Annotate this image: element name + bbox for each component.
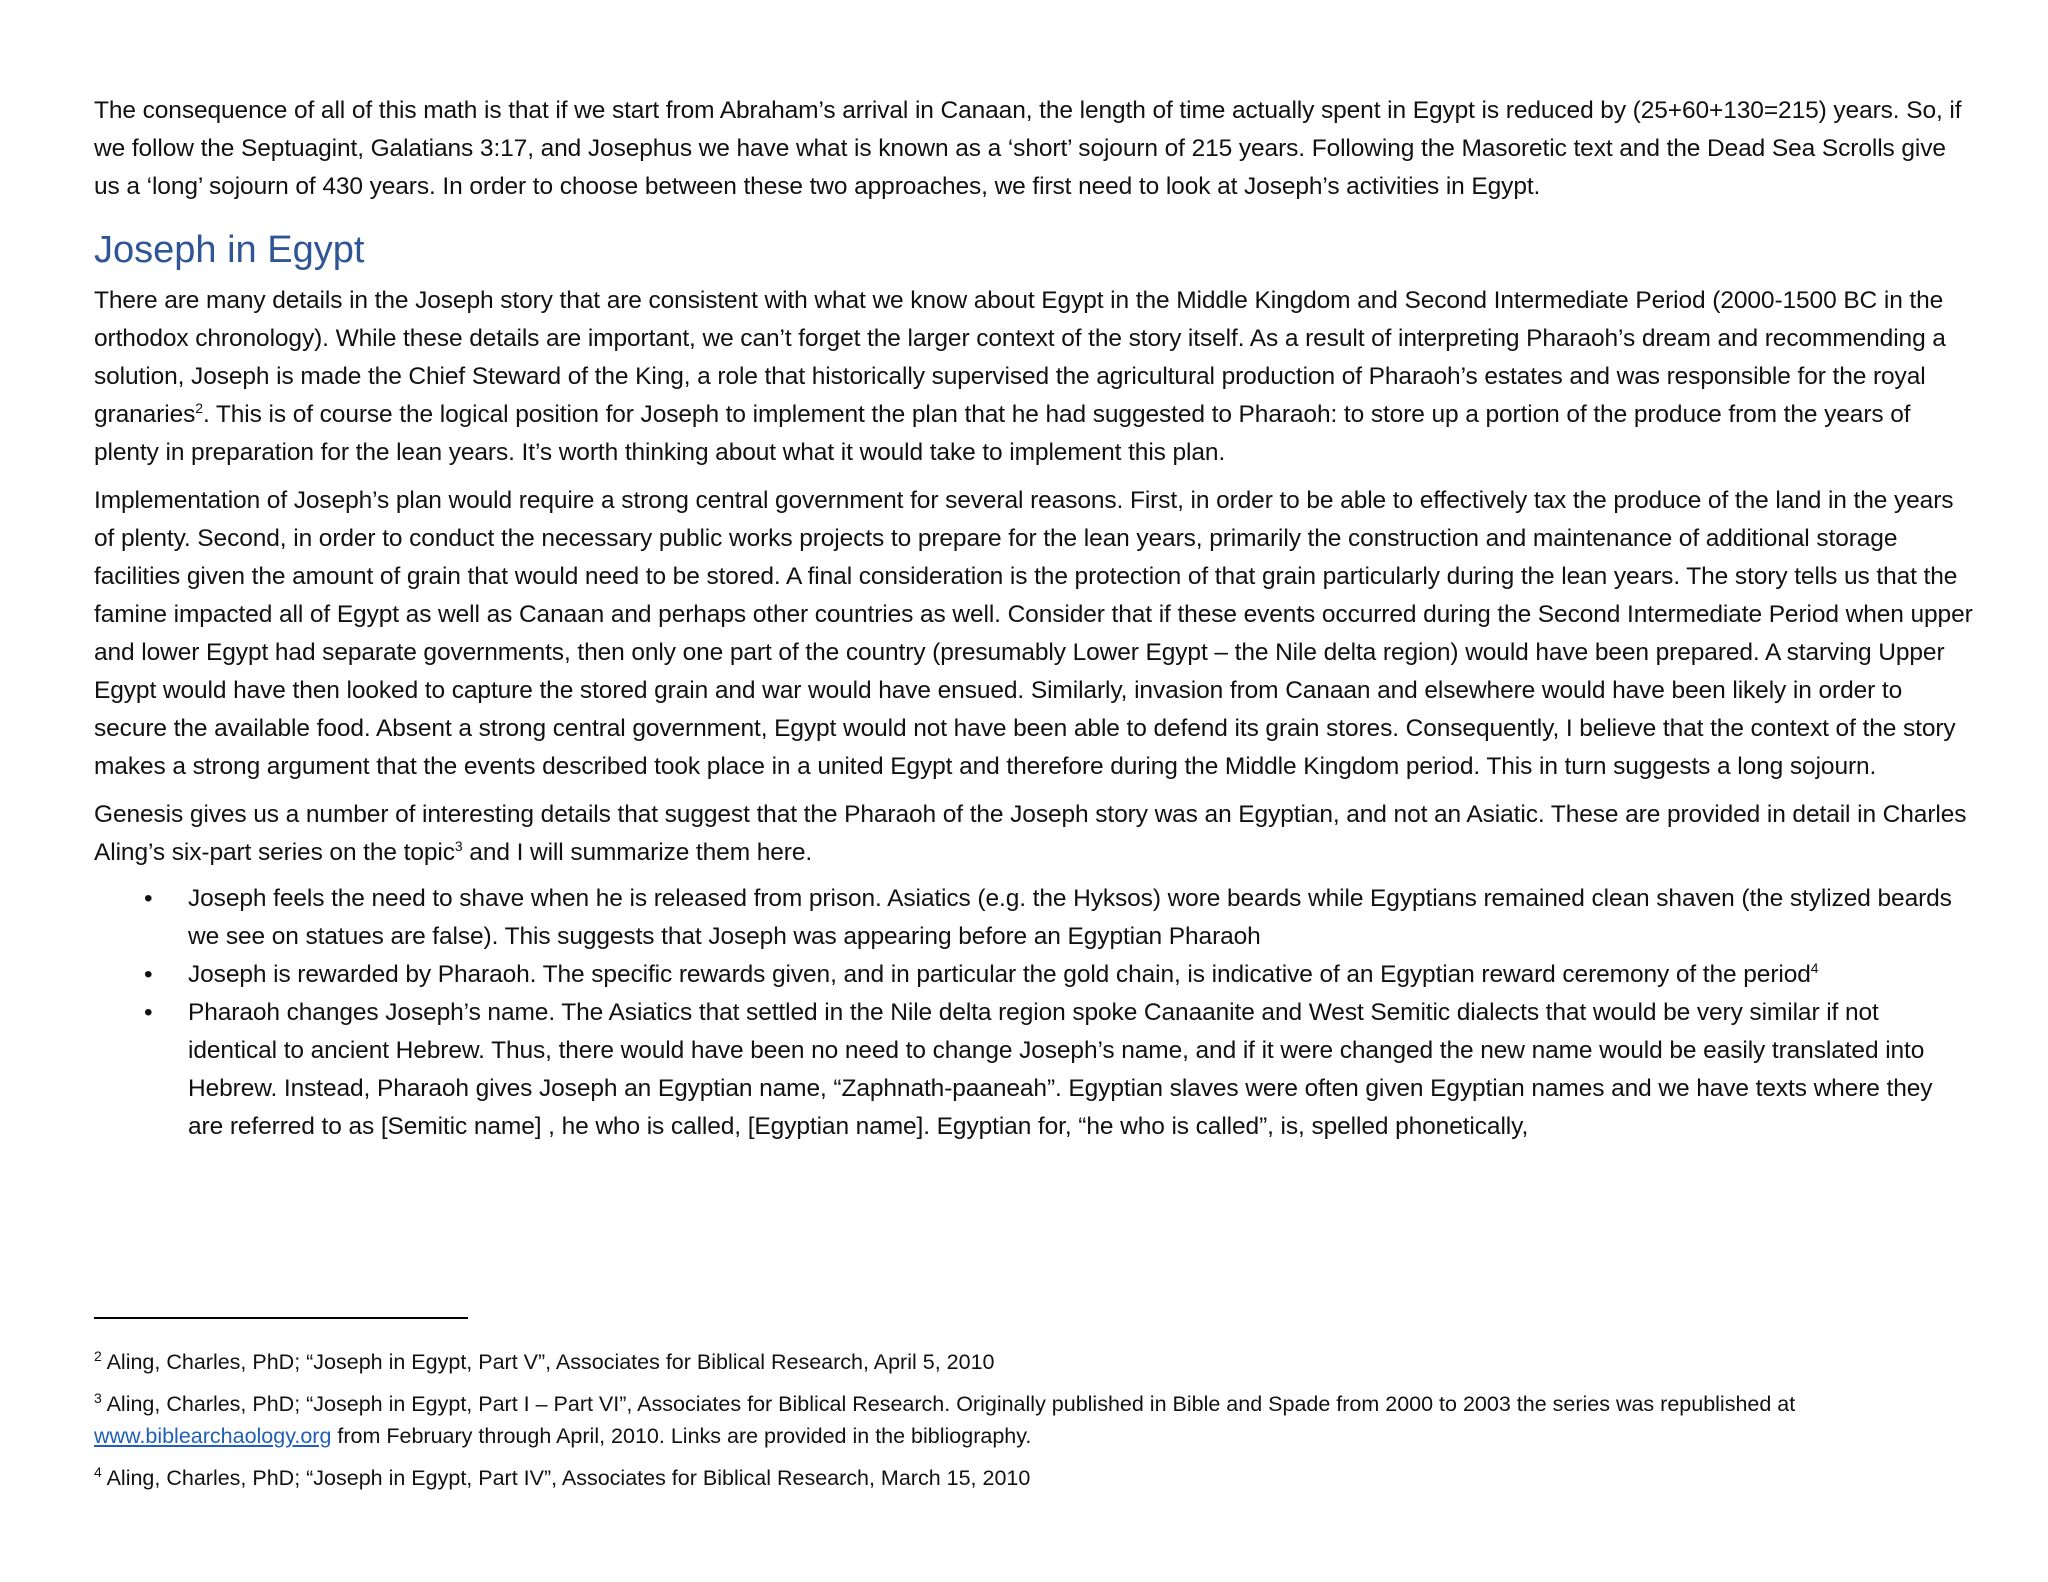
footnote-text-cont: from February through April, 2010. Links are provided in the bibliography.	[331, 1424, 1032, 1448]
list-item-text: Pharaoh changes Joseph’s name. The Asiatics that settled in the Nile delta region spoke Canaanite and West Semitic dialects that would be very similar if not identical to ancient Hebrew. Thus, there would have been no need to change Joseph’s name, and if it were changed the new name would be easily translated into Hebrew. Instead, Pharaoh gives Joseph an Egyptian name, “Zaphnath-paaneah”. Egyptian slaves were often given Egyptian names and we have texts where they are referred to as [Semitic name] , he who is called, [Egyptian name]. Egyptian for, “he who is called”, is, spelled phonetically,	[188, 999, 1933, 1140]
footnote-separator	[94, 1317, 468, 1319]
paragraph-context-text-cont: . This is of course the logical position for Joseph to implement the plan that he had suggested to Pharaoh: to store up a portion of the produce from the years of plenty in preparation for the lean years. It’s worth thinking about what it would take to implement this plan.	[94, 401, 1911, 466]
footnote-number: 3	[94, 1389, 102, 1406]
bullet-marker: •	[144, 999, 153, 1026]
section-heading: Joseph in Egypt	[94, 229, 365, 271]
list-item-text: Joseph is rewarded by Pharaoh. The specific rewards given, and in particular the gold chain, is indicative of an Egyptian reward ceremony of the period	[188, 961, 1811, 988]
footnote-ref-2[interactable]: 2	[195, 399, 203, 416]
list-item	[94, 956, 1974, 994]
footnote-ref-3[interactable]: 3	[454, 837, 463, 854]
paragraph-implementation: Implementation of Joseph’s plan would require a strong central government for several reasons. First, in order to be able to effectively tax the produce of the land in the years of plenty. Second, in order to conduct the necessary public works projects to prepare for the lean years, primarily the construction and maintenance of additional storage facilities given the amount of grain that would need to be stored. A final consideration is the protection of that grain particularly during the lean years. The story tells us that the famine impacted all of Egypt as well as Canaan and perhaps other countries as well. Consider that if these events occurred during the Second Intermediate Period when upper and lower Egypt had separate governments, then only one part of the country (presumably Lower Egypt – the Nile delta region) would have been prepared. A starving Upper Egypt would have then looked to capture the stored grain and war would have ensued. Similarly, invasion from Canaan and elsewhere would have been likely in order to secure the available food. Absent a strong central government, Egypt would not have been able to defend its grain stores. Consequently, I believe that the context of the story makes a strong argument that the events described took place in a united Egypt and therefore during the Middle Kingdom period. This in turn suggests a long sojourn.	[94, 487, 1973, 780]
paragraph-genesis-text-cont: and I will summarize them here.	[462, 839, 813, 866]
footnote-link[interactable]: www.biblearchaology.org	[94, 1424, 332, 1448]
bullet-marker: •	[144, 885, 153, 912]
footnote-text: Aling, Charles, PhD; “Joseph in Egypt, Part V”, Associates for Biblical Research, April 5, 2010	[101, 1350, 995, 1374]
bullet-list	[94, 880, 1974, 1146]
footnote-number: 2	[94, 1347, 102, 1364]
footnote-3	[94, 1388, 1974, 1452]
footnote-text: Aling, Charles, PhD; “Joseph in Egypt, Part I – Part VI”, Associates for Biblical Research. Originally published in Bible and Spade from 2000 to 2003 the series was republished at	[101, 1392, 1796, 1416]
footnote-text: Aling, Charles, PhD; “Joseph in Egypt, Part IV”, Associates for Biblical Research, March 15, 2010	[101, 1466, 1031, 1490]
footnote-ref-4[interactable]: 4	[1810, 959, 1819, 976]
document-body	[94, 92, 1974, 1146]
paragraph-context-text: There are many details in the Joseph story that are consistent with what we know about Egypt in the Middle Kingdom and Second Intermediate Period (2000-1500 BC in the orthodox chronology). While these details are important, we can’t forget the larger context of the story itself. As a result of interpreting Pharaoh’s dream and recommending a solution, Joseph is made the Chief Steward of the King, a role that historically supervised the agricultural production of Pharaoh’s estates and was responsible for the royal granaries	[94, 287, 1946, 428]
paragraph-genesis	[94, 796, 1974, 872]
footnote-2	[94, 1346, 1974, 1378]
footnotes-section	[94, 1346, 1974, 1504]
list-item-text: Joseph feels the need to shave when he is released from prison. Asiatics (e.g. the Hyksos) wore beards while Egyptians remained clean shaven (the stylized beards we see on statues are false). This suggests that Joseph was appearing before an Egyptian Pharaoh	[188, 885, 1952, 950]
list-item	[94, 994, 1974, 1146]
bullet-marker: •	[144, 961, 153, 988]
footnote-number: 4	[94, 1463, 102, 1480]
paragraph-context	[94, 282, 1974, 472]
footnote-4	[94, 1462, 1974, 1494]
paragraph-genesis-text: Genesis gives us a number of interesting details that suggest that the Pharaoh of the Joseph story was an Egyptian, and not an Asiatic. These are provided in detail in Charles Aling’s six-part series on the topic	[94, 801, 1967, 866]
list-item	[94, 880, 1974, 956]
intro-paragraph: The consequence of all of this math is that if we start from Abraham’s arrival in Canaan, the length of time actually spent in Egypt is reduced by (25+60+130=215) years. So, if we follow the Septuagint, Galatians 3:17, and Josephus we have what is known as a ‘short’ sojourn of 215 years. Following the Masoretic text and the Dead Sea Scrolls give us a ‘long’ sojourn of 430 years. In order to choose between these two approaches, we first need to look at Joseph’s activities in Egypt.	[94, 97, 1962, 200]
